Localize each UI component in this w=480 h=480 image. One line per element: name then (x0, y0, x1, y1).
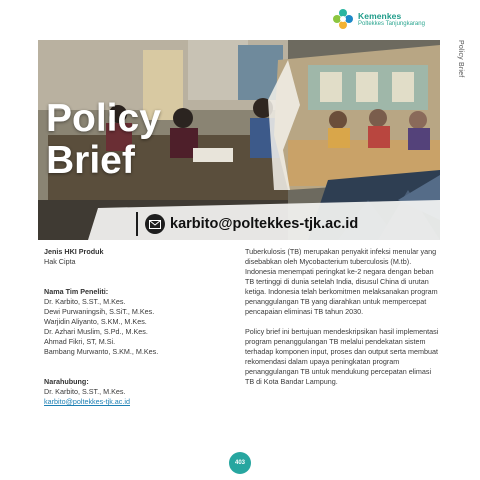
left-column (44, 247, 224, 407)
side-label: Policy Brief (457, 40, 464, 78)
contact-bar (136, 212, 358, 236)
narahubung-label: Narahubung: (44, 377, 89, 386)
contact-divider (136, 212, 138, 236)
hero-title-line2: Brief (46, 139, 135, 182)
contact-email[interactable]: karbito@poltekkes-tjk.ac.id (170, 216, 359, 232)
purpose-paragraph: Policy brief ini bertujuan mendeskripsikan hasil implementasi program penanggulangan TB melalui pendekatan sistem terhadap komponen input, proses dan output serta membuat rekomendasi dalam upaya peningkatan program penanggulangan TB untuk mendukung percepatan elimasi TB di Kota Bandar Lampung. (245, 327, 439, 386)
mail-icon (145, 214, 165, 234)
jenis-hki-label: Jenis HKI Produk (44, 247, 104, 256)
hero-title (46, 98, 161, 182)
logo-name: Kemenkes (358, 11, 402, 21)
researcher-item: Dewi Purwaningsih, S.SiT., M.Kes. (44, 307, 155, 316)
researcher-item: Dr. Karbito, S.ST., M.Kes. (44, 297, 126, 306)
tim-peneliti-label: Nama Tim Peneliti: (44, 287, 109, 296)
narahubung-email-link[interactable]: karbito@poltekkes-tjk.ac.id (44, 397, 130, 406)
intro-paragraph: Tuberkulosis (TB) merupakan penyakit infeksi menular yang disebabkan oleh Mycobacterium tuberculosis (M.tb). Indonesia menempati peringkat ke-2 negara dengan beban TB tertinggi di dunia setelah India, disusul China di urutan ketiga. Indonesia telah berkomitmen melaksanakan program penanggulangan TB yang diarahkan untuk mempercepat pencapaian eliminasi TB tahun 2030. (245, 247, 438, 316)
hero-photo (38, 40, 440, 240)
researcher-item: Warjidin Aliyanto, S.KM., M.Kes. (44, 317, 147, 326)
hero-title-line1: Policy (46, 97, 161, 140)
jenis-hki-value: Hak Cipta (44, 257, 76, 266)
logo-subtitle: Poltekkes Tanjungkarang (358, 21, 425, 27)
kemenkes-logo (332, 8, 452, 34)
researcher-item: Bambang Murwanto, S.KM., M.Kes. (44, 347, 159, 356)
right-column (245, 247, 441, 387)
envelope-icon (149, 220, 161, 229)
page-number: 403 (229, 452, 251, 474)
narahubung-name: Dr. Karbito, S.ST., M.Kes. (44, 387, 126, 396)
researcher-item: Dr. Azhari Muslim, S.Pd., M.Kes. (44, 327, 148, 336)
researcher-item: Ahmad Fikri, ST, M.Si. (44, 337, 116, 346)
kemenkes-logo-icon (332, 8, 354, 30)
